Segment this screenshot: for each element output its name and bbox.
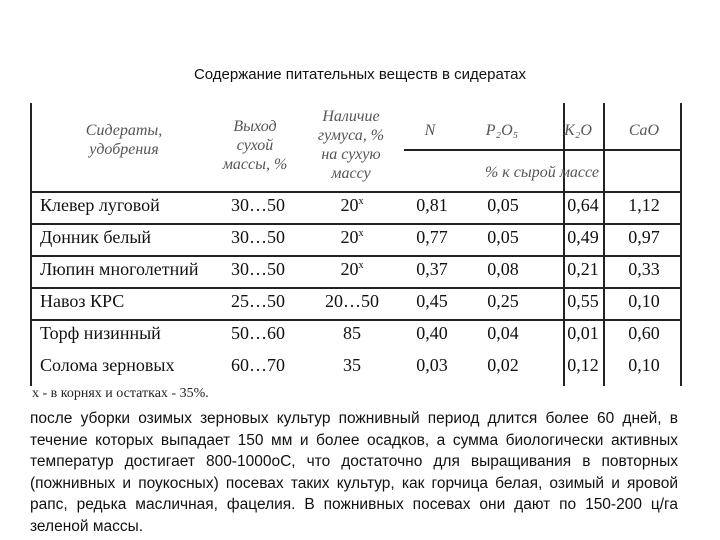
table-cell-ca: 0,33 — [628, 259, 660, 279]
table-cell-yield: 25…50 — [231, 291, 285, 311]
header-humus — [296, 107, 406, 183]
header-line: на сухую — [321, 146, 381, 163]
header-bottom-line — [32, 191, 680, 193]
row-divider — [32, 287, 680, 289]
table-cell-k: 0,64 — [567, 195, 599, 215]
row-divider — [32, 319, 680, 321]
table-cell-p: 0,05 — [487, 195, 519, 215]
table-cell-humus: 20$^x$ — [340, 195, 364, 215]
header-line: Наличие — [322, 108, 380, 125]
header-raw-mass: % к сырой массе — [484, 164, 600, 181]
table-cell-p: 0,02 — [487, 355, 519, 375]
table-cell-name: Люпин многолетний — [40, 259, 199, 279]
table-cell-n: 0,03 — [416, 355, 448, 375]
table-cell-name: Навоз КРС — [40, 291, 125, 311]
page-title: Содержание питательных веществ в сидератах — [193, 66, 527, 83]
table-cell-ca: 1,12 — [628, 195, 660, 215]
footnote-marker: x — [358, 260, 364, 271]
header-line: Сидераты, — [85, 122, 163, 139]
table-cell-n: 0,45 — [416, 291, 448, 311]
table-cell-p: 0,08 — [487, 259, 519, 279]
table-cell-yield: 30…50 — [231, 227, 285, 247]
footnote-marker: x — [358, 196, 364, 207]
table-cell-k: 0,21 — [567, 259, 599, 279]
header-cao: CaO — [628, 122, 660, 139]
body-paragraph: после уборки озимых зерновых культур пожнивный период длится более 60 дней, в течение которых выпадает 150 мм и более осадков, а сумма биологически активных температур достигает 800-1000оС, что достаточно для выращивания в повторных (пожнивных и поукосных) посевах таких культур, как горчица белая, озимый и яровой рапс, редька масличная, фацелия. В пожнивных посевах они дают по 150-200 ц/га зеленой массы. — [30, 410, 678, 535]
footnote: х - в корнях и остатках - 35%. — [32, 386, 209, 401]
table-cell-humus: 85 — [343, 323, 361, 343]
table-cell-n: 0,77 — [416, 227, 448, 247]
table-cell-name: Донник белый — [40, 227, 152, 247]
table-cell-humus: 35 — [343, 355, 361, 375]
table-cell-yield: 60…70 — [231, 355, 285, 375]
row-divider — [32, 223, 680, 225]
table-cell-k: 0,55 — [567, 291, 599, 311]
table-cell-name: Торф низинный — [40, 323, 161, 343]
row-divider — [32, 255, 680, 257]
header-n: N — [424, 122, 436, 139]
table-cell-humus: 20…50 — [325, 291, 379, 311]
table-cell-yield: 30…50 — [231, 259, 285, 279]
table-cell-name: Клевер луговой — [40, 195, 160, 215]
table-cell-n: 0,81 — [416, 195, 448, 215]
header-k2o: K₂O — [564, 122, 592, 139]
table-cell-ca: 0,10 — [628, 291, 660, 311]
table-cell-yield: 50…60 — [231, 323, 285, 343]
table-cell-p: 0,04 — [487, 323, 519, 343]
table-cell-k: 0,49 — [567, 227, 599, 247]
header-line: Выход — [233, 118, 277, 135]
table-cell-k: 0,12 — [567, 355, 599, 375]
table-cell-n: 0,37 — [416, 259, 448, 279]
table-cell-humus: 20$^x$ — [340, 227, 364, 247]
footnote-marker: x — [358, 228, 364, 239]
table-cell-p: 0,25 — [487, 291, 519, 311]
table-cell-n: 0,40 — [416, 323, 448, 343]
table-cell-name: Солома зерновых — [40, 355, 175, 375]
header-line: сухой — [236, 137, 274, 154]
header-subdivider — [404, 149, 680, 151]
table-cell-humus: 20$^x$ — [340, 259, 364, 279]
table-cell-ca: 0,97 — [628, 227, 660, 247]
header-dry-yield — [210, 117, 300, 174]
header-line: массы, % — [222, 156, 288, 173]
header-crop — [64, 121, 184, 159]
table-cell-yield: 30…50 — [231, 195, 285, 215]
header-line: гумуса, % — [317, 127, 385, 144]
table-cell-k: 0,01 — [567, 323, 599, 343]
table-cell-ca: 0,10 — [628, 355, 660, 375]
header-line: удобрения — [89, 141, 159, 158]
header-line: массу — [331, 165, 371, 182]
nutrient-table — [30, 103, 682, 386]
header-p2o5: P₂O₅ — [485, 122, 519, 139]
table-cell-p: 0,05 — [487, 227, 519, 247]
table-cell-ca: 0,60 — [628, 323, 660, 343]
